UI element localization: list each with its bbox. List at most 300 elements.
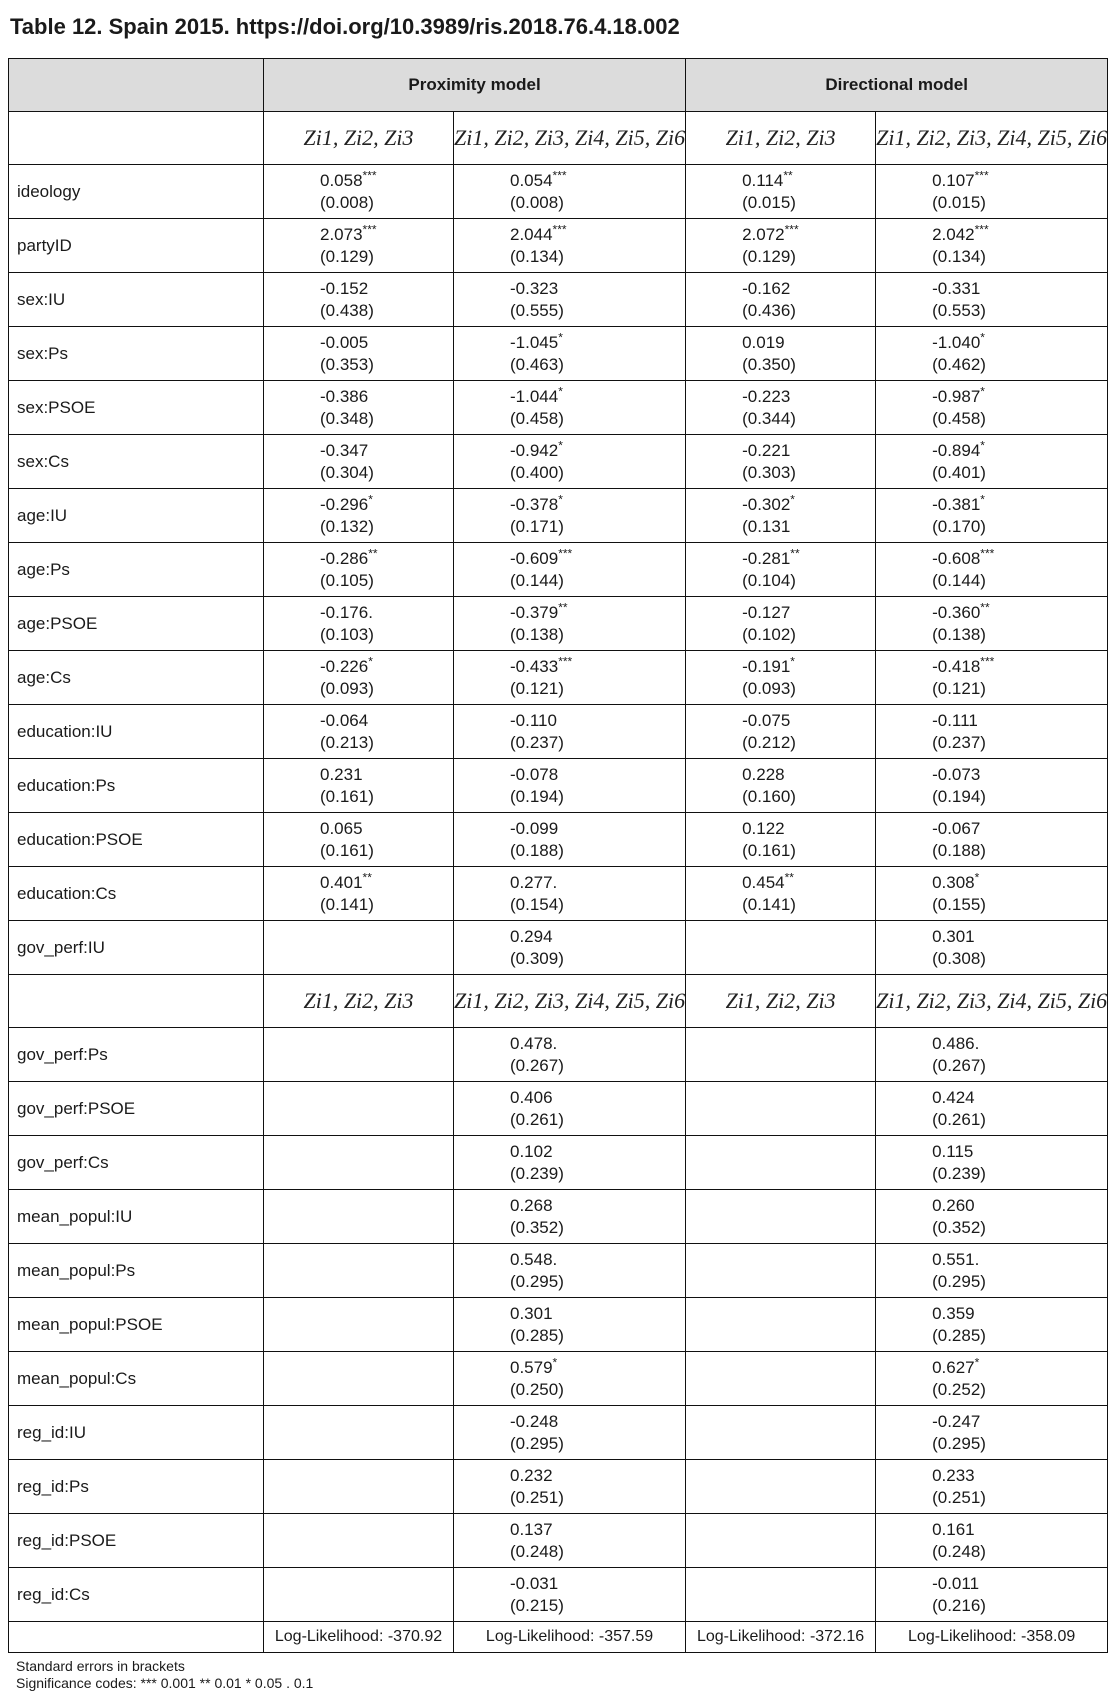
standard-error: (0.131	[742, 516, 791, 536]
empty-cell	[686, 1406, 876, 1460]
estimate-cell	[876, 435, 1108, 489]
row-label: sex:PSOE	[9, 381, 264, 435]
coefficient-value: 0.406	[510, 1087, 553, 1107]
significance-stars: ***	[552, 167, 567, 182]
coefficient-value: 0.228	[742, 764, 785, 784]
significance-stars: ***	[362, 167, 377, 182]
standard-error: (0.248)	[510, 1541, 564, 1561]
empty-cell	[686, 1244, 876, 1298]
table-row	[9, 1190, 1108, 1244]
significance-stars: **	[362, 869, 372, 884]
estimate-cell	[264, 435, 454, 489]
coefficient-line	[510, 1033, 685, 1055]
estimate-cell	[686, 759, 876, 813]
significance-stars: *	[980, 491, 985, 506]
estimate-cell	[876, 219, 1108, 273]
significance-stars: *	[790, 653, 795, 668]
variable-set-label: Zi1, Zi2, Zi3	[264, 975, 454, 1028]
coefficient-line	[742, 818, 875, 840]
coefficient-value: 2.044	[510, 224, 553, 244]
coefficient-value: -0.075	[742, 710, 791, 730]
row-label: mean_popul:PSOE	[9, 1298, 264, 1352]
coefficient-value: -1.044	[510, 386, 559, 406]
proximity-model-header: Proximity model	[264, 59, 686, 112]
coefficient-value: 0.478.	[510, 1033, 558, 1053]
coefficient-value: -0.378	[510, 494, 559, 514]
coefficient-line	[932, 1195, 1107, 1217]
table-row	[9, 1460, 1108, 1514]
standard-error: (0.121)	[932, 678, 986, 698]
table-row	[9, 867, 1108, 921]
coefficient-value: 0.277.	[510, 872, 558, 892]
coefficient-value: -0.987	[932, 386, 981, 406]
empty-cell	[264, 1406, 454, 1460]
coefficient-value: 0.161	[932, 1519, 975, 1539]
coefficient-value: -0.111	[932, 710, 978, 730]
standard-error: (0.267)	[510, 1055, 564, 1075]
estimate-cell	[264, 543, 454, 597]
variable-set-label: Zi1, Zi2, Zi3, Zi4, Zi5, Zi6	[876, 975, 1108, 1028]
row-label: ideology	[9, 165, 264, 219]
model-spec-row	[9, 112, 1108, 165]
coefficient-line	[320, 602, 453, 624]
standard-error: (0.144)	[510, 570, 564, 590]
coefficient-value: -0.608	[932, 548, 981, 568]
row-label: mean_popul:IU	[9, 1190, 264, 1244]
variable-set-label: Zi1, Zi2, Zi3	[686, 112, 876, 165]
coefficient-line	[932, 1411, 1107, 1433]
standard-error: (0.438)	[320, 300, 374, 320]
estimate-cell	[454, 1082, 686, 1136]
row-label: gov_perf:PSOE	[9, 1082, 264, 1136]
estimate-cell	[876, 813, 1108, 867]
standard-error: (0.102)	[742, 624, 796, 644]
estimate-cell	[454, 273, 686, 327]
estimate-cell	[686, 651, 876, 705]
row-label: education:Ps	[9, 759, 264, 813]
coefficient-value: 0.137	[510, 1519, 553, 1539]
standard-error: (0.239)	[932, 1163, 986, 1183]
row-label: mean_popul:Ps	[9, 1244, 264, 1298]
standard-error: (0.155)	[932, 894, 986, 914]
variable-set-label: Zi1, Zi2, Zi3	[264, 112, 454, 165]
empty-cell	[686, 1568, 876, 1622]
significance-stars: **	[980, 599, 990, 614]
estimate-cell	[454, 867, 686, 921]
row-label: reg_id:Ps	[9, 1460, 264, 1514]
coefficient-value: -0.418	[932, 656, 981, 676]
empty-cell	[264, 1514, 454, 1568]
empty-cell	[686, 1352, 876, 1406]
estimate-cell	[686, 705, 876, 759]
estimate-cell	[686, 597, 876, 651]
standard-error: (0.015)	[932, 192, 986, 212]
standard-error: (0.215)	[510, 1595, 564, 1615]
standard-error: (0.348)	[320, 408, 374, 428]
standard-error: (0.462)	[932, 354, 986, 374]
row-label: age:Cs	[9, 651, 264, 705]
coefficient-line	[742, 278, 875, 300]
standard-error: (0.553)	[932, 300, 986, 320]
coefficient-value: -0.176.	[320, 602, 373, 622]
coefficient-value: -1.040	[932, 332, 981, 352]
significance-stars: *	[368, 491, 373, 506]
coefficient-value: -0.073	[932, 764, 981, 784]
table-row	[9, 1406, 1108, 1460]
coefficient-value: 0.301	[932, 926, 975, 946]
coefficient-line	[510, 599, 685, 624]
standard-error: (0.285)	[510, 1325, 564, 1345]
coefficient-line	[320, 332, 453, 354]
empty-cell	[686, 1082, 876, 1136]
estimate-cell	[264, 867, 454, 921]
estimate-cell	[876, 705, 1108, 759]
standard-error: (0.309)	[510, 948, 564, 968]
significance-stars: *	[552, 1354, 558, 1369]
estimate-cell	[876, 921, 1108, 975]
standard-error: (0.144)	[932, 570, 986, 590]
empty-cell	[264, 1028, 454, 1082]
standard-error: (0.344)	[742, 408, 796, 428]
coefficient-line	[932, 1087, 1107, 1109]
standard-error: (0.171)	[510, 516, 564, 536]
estimate-cell	[264, 273, 454, 327]
coefficient-value: 0.122	[742, 818, 785, 838]
standard-error: (0.237)	[510, 732, 564, 752]
row-label: reg_id:IU	[9, 1406, 264, 1460]
coefficient-value: -0.281	[742, 548, 791, 568]
log-likelihood-value: Log-Likelihood: -370.92	[264, 1622, 454, 1653]
coefficient-line	[510, 710, 685, 732]
estimate-cell	[264, 165, 454, 219]
estimate-cell	[876, 1028, 1108, 1082]
estimate-cell	[686, 813, 876, 867]
coefficient-line	[742, 764, 875, 786]
coefficient-value: -0.011	[932, 1573, 980, 1593]
standard-error: (0.154)	[510, 894, 564, 914]
estimate-cell	[454, 327, 686, 381]
estimate-cell	[686, 219, 876, 273]
coefficient-line	[510, 221, 685, 246]
standard-error: (0.400)	[510, 462, 564, 482]
estimate-cell	[454, 1406, 686, 1460]
significance-stars: ***	[980, 653, 995, 668]
table-row	[9, 1352, 1108, 1406]
standard-error: (0.093)	[742, 678, 796, 698]
table-row	[9, 705, 1108, 759]
coefficient-value: 0.301	[510, 1303, 553, 1323]
coefficient-value: 0.233	[932, 1465, 975, 1485]
standard-error: (0.103)	[320, 624, 374, 644]
coefficient-line	[510, 1573, 685, 1595]
coefficient-line	[510, 1195, 685, 1217]
empty-cell	[264, 1244, 454, 1298]
table-row	[9, 813, 1108, 867]
standard-error: (0.250)	[510, 1379, 564, 1399]
estimate-cell	[876, 1568, 1108, 1622]
coefficient-value: -0.894	[932, 440, 981, 460]
coefficient-line	[932, 221, 1107, 246]
coefficient-line	[932, 1519, 1107, 1541]
standard-error: (0.216)	[932, 1595, 986, 1615]
estimate-cell	[454, 651, 686, 705]
log-likelihood-value: Log-Likelihood: -357.59	[454, 1622, 686, 1653]
coefficient-line	[510, 1249, 685, 1271]
empty-cell	[264, 921, 454, 975]
significance-stars: ***	[558, 545, 573, 560]
significance-stars: *	[790, 491, 795, 506]
estimate-cell	[876, 1190, 1108, 1244]
significance-stars: *	[980, 437, 985, 452]
row-label: partyID	[9, 219, 264, 273]
estimate-cell	[264, 381, 454, 435]
coefficient-line	[932, 278, 1107, 300]
standard-error: (0.138)	[510, 624, 564, 644]
coefficient-line	[742, 869, 875, 894]
coefficient-value: -0.223	[742, 386, 791, 406]
significance-stars: ***	[552, 221, 567, 236]
standard-error: (0.463)	[510, 354, 564, 374]
standard-error: (0.239)	[510, 1163, 564, 1183]
standard-error: (0.104)	[742, 570, 796, 590]
coefficient-line	[510, 1087, 685, 1109]
coefficient-value: -0.162	[742, 278, 791, 298]
table-row	[9, 273, 1108, 327]
estimate-cell	[686, 867, 876, 921]
table-row	[9, 435, 1108, 489]
estimate-cell	[454, 597, 686, 651]
estimate-cell	[454, 813, 686, 867]
standard-error: (0.160)	[742, 786, 796, 806]
estimate-cell	[686, 381, 876, 435]
estimate-cell	[876, 1352, 1108, 1406]
row-label: mean_popul:Cs	[9, 1352, 264, 1406]
coefficient-value: 0.486.	[932, 1033, 980, 1053]
estimate-cell	[454, 1568, 686, 1622]
standard-error: (0.251)	[510, 1487, 564, 1507]
coefficient-line	[932, 1465, 1107, 1487]
coefficient-value: 0.260	[932, 1195, 975, 1215]
estimate-cell	[686, 273, 876, 327]
coefficient-line	[510, 1141, 685, 1163]
standard-error: (0.352)	[932, 1217, 986, 1237]
coefficient-line	[932, 818, 1107, 840]
empty-cell	[264, 1460, 454, 1514]
standard-error: (0.161)	[320, 786, 374, 806]
estimate-cell	[454, 219, 686, 273]
variable-set-label: Zi1, Zi2, Zi3, Zi4, Zi5, Zi6	[454, 975, 686, 1028]
estimate-cell	[454, 1352, 686, 1406]
table-row	[9, 543, 1108, 597]
coefficient-value: -0.347	[320, 440, 369, 460]
standard-error: (0.251)	[932, 1487, 986, 1507]
estimate-cell	[454, 165, 686, 219]
coefficient-line	[510, 764, 685, 786]
coefficient-line	[932, 329, 1107, 354]
estimate-cell	[876, 759, 1108, 813]
coefficient-line	[510, 926, 685, 948]
coefficient-value: 0.548.	[510, 1249, 558, 1269]
estimate-cell	[454, 705, 686, 759]
estimate-cell	[876, 381, 1108, 435]
significance-stars: *	[980, 383, 985, 398]
empty-cell	[686, 1514, 876, 1568]
standard-error: (0.138)	[932, 624, 986, 644]
coefficient-line	[510, 818, 685, 840]
standard-error: (0.252)	[932, 1379, 986, 1399]
coefficient-line	[320, 167, 453, 192]
coefficient-line	[742, 710, 875, 732]
coefficient-value: -0.226	[320, 656, 369, 676]
standard-error: (0.212)	[742, 732, 796, 752]
significance-stars: *	[974, 869, 980, 884]
standard-error: (0.295)	[932, 1271, 986, 1291]
coefficient-value: -0.031	[510, 1573, 559, 1593]
estimate-cell	[876, 273, 1108, 327]
coefficient-line	[320, 386, 453, 408]
coefficient-line	[932, 764, 1107, 786]
coefficient-value: -0.221	[742, 440, 791, 460]
estimate-cell	[876, 1514, 1108, 1568]
estimate-cell	[264, 705, 454, 759]
empty-cell	[264, 1352, 454, 1406]
standard-error: (0.188)	[932, 840, 986, 860]
row-label: gov_perf:Cs	[9, 1136, 264, 1190]
estimate-cell	[876, 165, 1108, 219]
model-spec-row	[9, 975, 1108, 1028]
row-label: sex:Cs	[9, 435, 264, 489]
coefficient-line	[932, 710, 1107, 732]
significance-stars: ***	[974, 167, 989, 182]
standard-error: (0.267)	[932, 1055, 986, 1075]
coefficient-value: -0.127	[742, 602, 791, 622]
significance-stars: *	[558, 383, 563, 398]
coefficient-value: -0.296	[320, 494, 369, 514]
coefficient-line	[742, 545, 875, 570]
coefficient-line	[320, 278, 453, 300]
standard-error: (0.121)	[510, 678, 564, 698]
estimate-cell	[454, 759, 686, 813]
coefficient-line	[932, 1573, 1107, 1595]
standard-error: (0.295)	[510, 1433, 564, 1453]
coefficient-line	[932, 1354, 1107, 1379]
coefficient-line	[742, 440, 875, 462]
coefficient-line	[510, 437, 685, 462]
table-row	[9, 651, 1108, 705]
coefficient-line	[932, 1141, 1107, 1163]
coefficient-value: 0.454	[742, 872, 785, 892]
standard-error: (0.141)	[742, 894, 796, 914]
estimate-cell	[876, 543, 1108, 597]
standard-error: (0.285)	[932, 1325, 986, 1345]
standard-error: (0.105)	[320, 570, 374, 590]
coefficient-value: -0.099	[510, 818, 559, 838]
coefficient-value: -0.609	[510, 548, 559, 568]
standard-error: (0.188)	[510, 840, 564, 860]
standard-error: (0.194)	[932, 786, 986, 806]
row-label: education:IU	[9, 705, 264, 759]
table-row	[9, 1568, 1108, 1622]
coefficient-value: 0.551.	[932, 1249, 980, 1269]
coefficient-value: 0.019	[742, 332, 785, 352]
coefficient-value: -0.323	[510, 278, 559, 298]
significance-stars: *	[974, 1354, 980, 1369]
coefficient-value: -0.064	[320, 710, 369, 730]
model-header-row	[9, 59, 1108, 112]
row-label: sex:Ps	[9, 327, 264, 381]
coefficient-line	[932, 383, 1107, 408]
estimate-cell	[876, 1136, 1108, 1190]
coefficient-line	[320, 440, 453, 462]
standard-error: (0.308)	[932, 948, 986, 968]
significance-stars: ***	[784, 221, 799, 236]
coefficient-value: 0.294	[510, 926, 553, 946]
table-row	[9, 1514, 1108, 1568]
estimate-cell	[876, 1406, 1108, 1460]
coefficient-line	[932, 926, 1107, 948]
coefficient-line	[320, 818, 453, 840]
coefficient-value: 0.115	[932, 1141, 974, 1161]
standard-error: (0.261)	[510, 1109, 564, 1129]
log-likelihood-value: Log-Likelihood: -372.16	[686, 1622, 876, 1653]
coefficient-line	[932, 167, 1107, 192]
spec-corner-cell	[9, 112, 264, 165]
standard-error: (0.008)	[510, 192, 564, 212]
coefficient-line	[320, 710, 453, 732]
empty-cell	[264, 1298, 454, 1352]
coefficient-value: -0.005	[320, 332, 369, 352]
significance-stars: **	[784, 869, 794, 884]
coefficient-value: 0.107	[932, 170, 975, 190]
coefficient-value: 0.058	[320, 170, 363, 190]
table-row	[9, 1136, 1108, 1190]
coefficient-value: 0.114	[742, 170, 784, 190]
coefficient-line	[742, 491, 875, 516]
significance-stars: ***	[974, 221, 989, 236]
row-label: sex:IU	[9, 273, 264, 327]
spec-corner-cell	[9, 975, 264, 1028]
row-label: gov_perf:IU	[9, 921, 264, 975]
coefficient-value: 0.065	[320, 818, 363, 838]
standard-error: (0.350)	[742, 354, 796, 374]
results-table-body	[9, 59, 1108, 1653]
coefficient-value: -0.067	[932, 818, 981, 838]
coefficient-value: -0.152	[320, 278, 369, 298]
coefficient-value: 0.579	[510, 1357, 553, 1377]
coefficient-line	[932, 1303, 1107, 1325]
empty-cell	[686, 1298, 876, 1352]
coefficient-value: 0.401	[320, 872, 363, 892]
estimate-cell	[454, 1190, 686, 1244]
coefficient-line	[510, 1303, 685, 1325]
estimate-cell	[876, 1298, 1108, 1352]
table-row	[9, 165, 1108, 219]
variable-set-label: Zi1, Zi2, Zi3, Zi4, Zi5, Zi6	[454, 112, 686, 165]
empty-cell	[686, 1028, 876, 1082]
estimate-cell	[264, 759, 454, 813]
coefficient-value: 0.231	[320, 764, 363, 784]
standard-error: (0.161)	[320, 840, 374, 860]
standard-error: (0.248)	[932, 1541, 986, 1561]
estimate-cell	[454, 921, 686, 975]
coefficient-line	[510, 545, 685, 570]
coefficient-value: 0.268	[510, 1195, 553, 1215]
estimate-cell	[264, 489, 454, 543]
row-label: age:IU	[9, 489, 264, 543]
table-row	[9, 1028, 1108, 1082]
empty-cell	[686, 1190, 876, 1244]
estimate-cell	[264, 327, 454, 381]
